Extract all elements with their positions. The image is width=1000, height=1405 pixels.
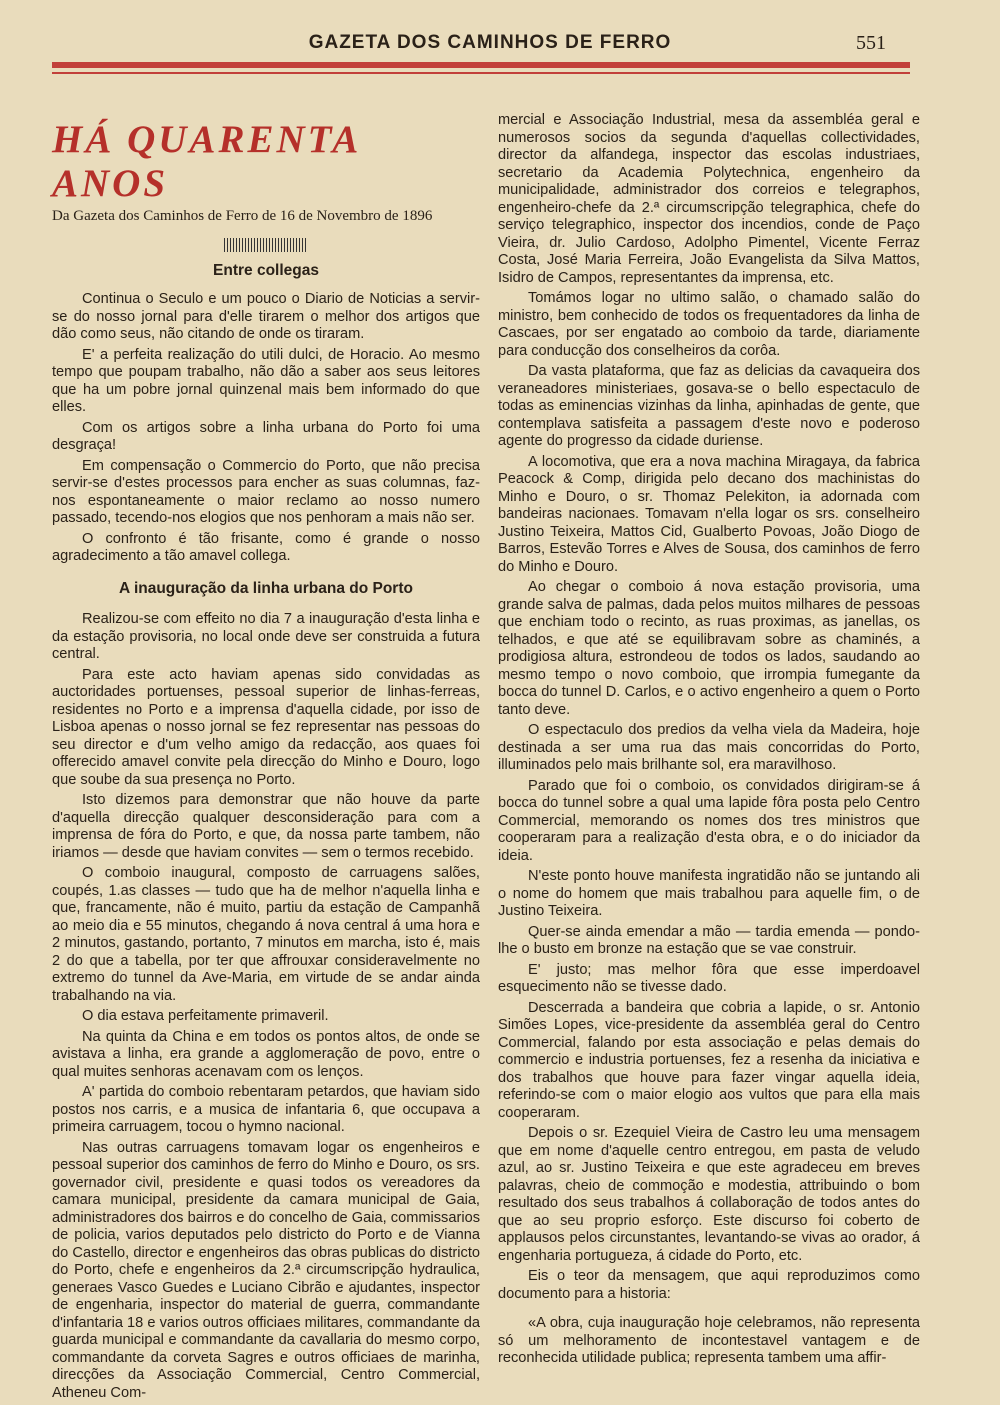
paragraph: A' partida do comboio rebentaram petardos, que haviam sido postos nos carris, e a musica de infantaria 6, que occupava a primeira carruagem, tocou o hymno nacional. [52,1084,480,1135]
paragraph: Continua o Seculo e um pouco o Diario de Noticias a servir-se do nosso jornal para d'elle tirarem o melhor dos artigos que dão como seus, não citando de onde os tiraram. [52,291,480,342]
left-column [52,112,480,1405]
paragraph: Parado que foi o comboio, os convidados dirigiram-se á bocca do tunnel sobre a qual uma lapide fôra posta pelo Centro Commercial, memorando os nomes dos tres ministros que cooperaram para a realização d'esta obra, e o do iniciador da ideia. [498,777,920,864]
paragraph: O espectaculo dos predios da velha viela da Madeira, hoje destinada a ser uma rua das mais concorridas do Porto, illuminados pelo mais brilhante sol, era maravilhoso. [498,722,920,773]
header-rule-thick [52,62,910,68]
paragraph: Realizou-se com effeito no dia 7 a inauguração d'esta linha e da estação provisoria, no local onde deve ser construida a futura central. [52,611,480,662]
paragraph: Para este acto haviam apenas sido convidadas as auctoridades portuenses, pessoal superior de linhas-ferreas, residentes no Porto e a imprensa d'aquella cidade, por isso de Lisboa apenas o nosso jornal se fez representar nas pessoas do seu director e d'um velho amigo da redacção, aos quaes foi offerecido amavel convite pela direcção do Minho e Douro, logo que soube da sua presença no Porto. [52,666,480,788]
paragraph: O comboio inaugural, composto de carruagens salões, coupés, 1.as classes — tudo que ha de melhor n'aquella linha e que, francamente, não é muito, partiu da estação de Campanhã ao meio dia e 55 minutos, chegando á nova central á uma hora e 2 minutos, gastando, portanto, 7 minutos em marcha, isto é, mais 2 do que a tabella, por ter que affrouxar consideravelmente no extremo do tunnel da Ave-Maria, em virtude de se andar ainda trabalhando na via. [52,865,480,1004]
paragraph: Ao chegar o comboio á nova estação provisoria, uma grande salva de palmas, dada pelos muitos milhares de pessoas que enchiam todo o recinto, as ruas proximas, as janellas, os telhados, e que até se equilibravam sobre as chaminés, a prodigiosa altura, estrondeou de todos os lados, saudando ao mesmo tempo o novo comboio, que irrompia fumegante da bocca do tunnel D. Carlos, e o activo engenheiro a quem o Porto tanto deve. [498,579,920,718]
paragraph: Quer-se ainda emendar a mão — tardia emenda — pondo-lhe o busto em bronze na estação que se vae construir. [498,923,920,957]
paragraph: O dia estava perfeitamente primaveril. [82,1008,329,1024]
paragraph: O confronto é tão frisante, como é grande o nosso agradecimento a tão amavel collega. [52,530,480,564]
paragraph: Descerrada a bandeira que cobria a lapide, o sr. Antonio Simões Lopes, vice-presidente da assembléa geral do Centro Commercial, falando por esta associação e pelas demais do commercio e industria portuenses, fez a resenha da iniciativa e dos trabalhos que houve para fazer vingar aquella ideia, referindo-se com o maior elogio aos vultos que para ella mais cooperaram. [498,999,920,1121]
paragraph: Tomámos logar no ultimo salão, o chamado salão do ministro, bem conhecido de todos os frequentadores da linha de Cascaes, por ser engatado ao comboio da tarde, diariamente para conducção dos conselheiros da corôa. [498,290,920,359]
article-headline: HÁ QUARENTA ANOS [52,118,360,205]
paragraph: Eis o teor da mensagem, que aqui reproduzimos como documento para a historia: [498,1268,920,1302]
paragraph: E' justo; mas melhor fôra que esse imperdoavel esquecimento não se tivesse dado. [498,961,920,995]
masthead-title: GAZETA DOS CAMINHOS DE FERRO [308,32,672,53]
paragraph: E' a perfeita realização do utili dulci, de Horacio. Ao mesmo tempo que poupam trabalho, não dão a saber aos seus leitores que ha um pobre jornal quinzenal mais bem informado do que elles. [52,346,480,415]
paragraph: Com os artigos sobre a linha urbana do Porto foi uma desgraça! [52,419,480,453]
paragraph: A locomotiva, que era a nova machina Miragaya, da fabrica Peacock & Comp, dirigida pelo decano dos machinistas do Minho e Douro, o sr. Thomaz Pelekiton, ia adornada com bandeiras nacionaes. Tomavam n'ella logar os srs. conselheiro Justino Teixeira, Mattos Cid, Gualberto Povoas, João Diogo de Barros, Estevão Torres e Alves de Sousa, dos caminhos de ferro do Minho e Douro. [498,453,920,575]
right-column [498,112,920,1371]
quoted-message: «A obra, cuja inauguração hoje celebramos, não representa só um melhoramento de incontestavel vantagem e de reconhecida utilidade publica; representa tambem uma affir- [498,1315,920,1366]
paragraph: Em compensação o Commercio do Porto, que não precisa servir-se d'estes processos para encher as suas columnas, faz-nos espontaneamente o maior reclamo ao nosso numero passado, tecendo-nos elogios que nos penhoram a mais não ser. [52,457,480,526]
paragraph: Nas outras carruagens tomavam logar os engenheiros e pessoal superior dos caminhos de ferro do Minho e Douro, os srs. governador civil, presidente e quasi todos os vereadores da camara municipal, presidente da camara municipal de Gaia, administradores dos bairros e do concelho de Gaia, commissarios de policia, varios deputados pelo districto do Porto e de Vianna do Castello, director e engenheiros das obras publicas do districto do Porto, chefe e engenheiros da 2.ª circumscripção hydraulica, generaes Vasco Guedes e Luciano Cibrão e ajudantes, inspector de engenharia, inspector do material de guerra, commandante d'infantaria 18 e varios outros officiaes militares, commandante da guarda municipal e commandante da cavallaria do mesmo corpo, commandante da corveta Sagres e outros officiaes de marinha, direcções da Associação Commercial, Centro Commercial, Atheneu Com- [52,1139,480,1401]
section-heading-inauguracao: A inauguração da linha urbana do Porto [119,579,413,597]
ornament-divider [224,238,308,252]
paragraph: Na quinta da China e em todos os pontos altos, de onde se avistava a linha, era grande a agglomeração de povo, entre o qual muites senhoras acenavam com os lenços. [52,1028,480,1080]
page-number: 551 [856,32,886,54]
paragraph: Da vasta plataforma, que faz as delicias da cavaqueira dos veraneadores ministeriaes, gosava-se o bello espectaculo de todas as eminencias vizinhas da linha, apinhadas de gente, que contemplava satisfeita a passagem d'este novo e poderoso agente do progresso da cidade duriense. [498,363,920,449]
header-rule-thin [52,72,910,74]
section-heading-entre-collegas: Entre collegas [213,261,319,279]
article-source-line: Da Gazeta dos Caminhos de Ferro de 16 de Novembro de 1896 [52,208,433,224]
paragraph-continued: mercial e Associação Industrial, mesa da assembléa geral e numerosos socios da segunda d'aquellas collectividades, director da alfandega, inspector das escolas industriaes, secretario da Academia Polytechnica, engenheiro da municipalidade, administrador dos correios e telegraphos, engenheiro-chefe da 2.ª circumscripção telegraphica, chefe do serviço telegraphico, inspector dos incendios, conde de Paço Vieira, dr. Julio Cardoso, Adolpho Pimentel, Vicente Ferraz Costa, José Maria Ferreira, João Evangelista da Silva Mattos, Isidro de Campos, representantes da imprensa, etc. [498,112,920,286]
paragraph: N'este ponto houve manifesta ingratidão não se juntando ali o nome do homem que mais trabalhou para aquelle fim, o de Justino Teixeira. [498,868,920,919]
paragraph: Depois o sr. Ezequiel Vieira de Castro leu uma mensagem que em nome d'aquelle centro entregou, em pasta de veludo azul, ao sr. Justino Teixeira e que este agradeceu em breves palavras, cheio de commoção e modestia, attribuindo o bom resultado dos seus trabalhos á collaboração de todos antes do que ao seu proprio esforço. Este discurso foi coberto de applausos pelos circunstantes, levantando-se vivas ao orador, á engenharia portugueza, á cidade do Porto, etc. [498,1125,920,1264]
paragraph: Isto dizemos para demonstrar que não houve da parte d'aquella direcção qualquer desconsideração para com a imprensa de fóra do Porto, e que, da nossa parte tambem, não iriamos — desde que haviam convites — sem o termos recebido. [52,792,480,861]
